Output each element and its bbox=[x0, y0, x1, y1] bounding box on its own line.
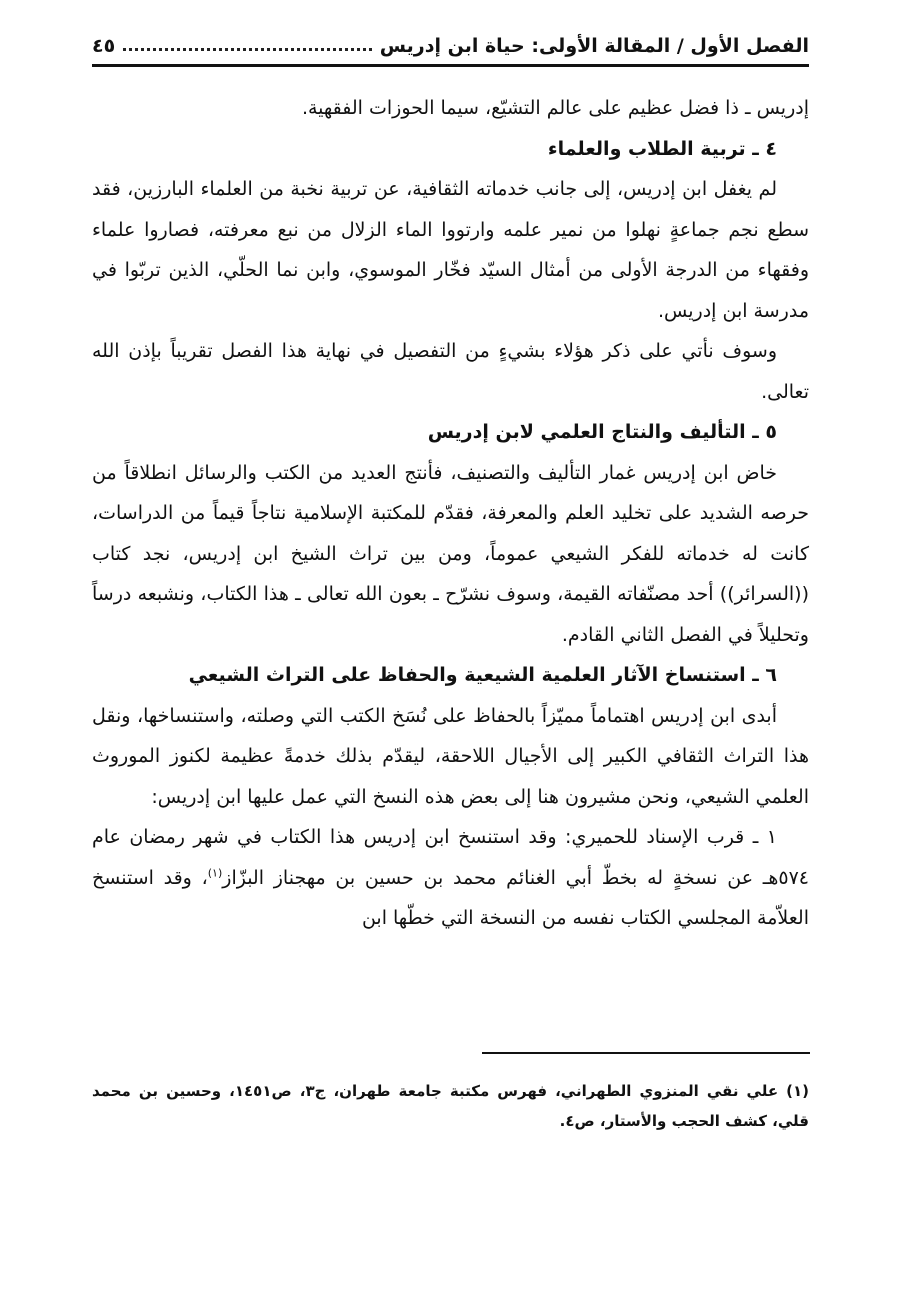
paragraph-forward-reference: وسوف نأتي على ذكر هؤلاء بشيءٍ من التفصيل في نهاية هذا الفصل تقريباً بإذن الله تعالى. bbox=[92, 340, 809, 403]
paragraph-qurb-al-isnad bbox=[92, 817, 809, 939]
header-leader-dots bbox=[123, 48, 372, 51]
paragraph-continuation: إدريس ـ ذا فضل عظيم على عالم التشيّع، سيما الحوزات الفقهية. bbox=[301, 97, 809, 119]
paragraph-manuscripts: أبدى ابن إدريس اهتماماً مميّزاً بالحفاظ على نُسَخ الكتب التي وصلته، واستنساخها، ونقل هذا التراث الثقافي الكبير إلى الأجيال اللاحقة، ليقدّم بذلك خدمةً عظيمة لكنوز الموروث العلمي الشيعي، ونحن مشيرون هنا إلى بعض هذه النسخ التي عمل عليها ابن إدريس: bbox=[92, 704, 809, 808]
page-number: ٤٥ bbox=[92, 35, 116, 57]
paragraph-authorship: خاض ابن إدريس غمار التأليف والتصنيف، فأنتج العديد من الكتب والرسائل انطلاقاً من حرصه الشديد على تخليد العلم والمعرفة، فقدّم للمكتبة الإسلامية نتاجاً قيماً من الدراسات، كانت له خدماته للفكر الشيعي عموماً، ومن بين تراث الشيخ ابن إدريس، نجد كتاب ((السرائر)) أحد مصنّفاته القيمة، وسوف نشرّح ـ بعون الله تعالى ـ هذا الكتاب، ونشبعه درساً وتحليلاً في الفصل الثاني القادم. bbox=[92, 461, 809, 646]
section-heading-4: ٤ ـ تربية الطلاب والعلماء bbox=[547, 137, 777, 160]
section-heading-5: ٥ ـ التأليف والنتاج العلمي لابن إدريس bbox=[427, 421, 777, 443]
footnote-rule bbox=[482, 1052, 810, 1054]
body-text bbox=[92, 88, 809, 939]
footnote bbox=[92, 1076, 809, 1136]
qurb-text-part2: ، وقد استنسخ العلاّمة المجلسي الكتاب نفسه من النسخة التي خطّها ابن bbox=[92, 866, 809, 929]
section-heading-6: ٦ ـ استنساخ الآثار العلمية الشيعية والحفاظ على التراث الشيعي bbox=[188, 664, 777, 686]
chapter-title: الفصل الأول / المقالة الأولى: حياة ابن إدريس bbox=[379, 35, 809, 57]
header-rule bbox=[92, 64, 809, 67]
footnote-reference[interactable]: (١) bbox=[207, 866, 223, 880]
running-header bbox=[92, 30, 809, 62]
paragraph-student-training: لم يغفل ابن إدريس، إلى جانب خدماته الثقافية، عن تربية نخبة من العلماء البارزين، فقد سطع نجم جماعةٍ نهلوا من نمير علمه وارتووا الماء الزلال من نبع معرفته، فصاروا علماء وفقهاء من الدرجة الأولى من أمثال السيّد فخّار الموسوي، وابن نما الحلّي، الذين تربّوا في مدرسة ابن إدريس. bbox=[92, 178, 809, 322]
footnote-text: (١) علي نقي المنزوي الطهراني، فهرس مكتبة جامعة طهران، ج٣، ص١٤٥١، وحسين بن محمد قلي، كشف الحجب والأستار، ص٤. bbox=[92, 1082, 810, 1130]
qurb-text-part1: ١ ـ قرب الإسناد للحميري: وقد استنسخ ابن إدريس هذا الكتاب في شهر رمضان عام ٥٧٤هـ عن نسخةٍ له بخطّ أبي الغنائم محمد بن حسين بن مهجناز البزّاز bbox=[92, 826, 810, 889]
